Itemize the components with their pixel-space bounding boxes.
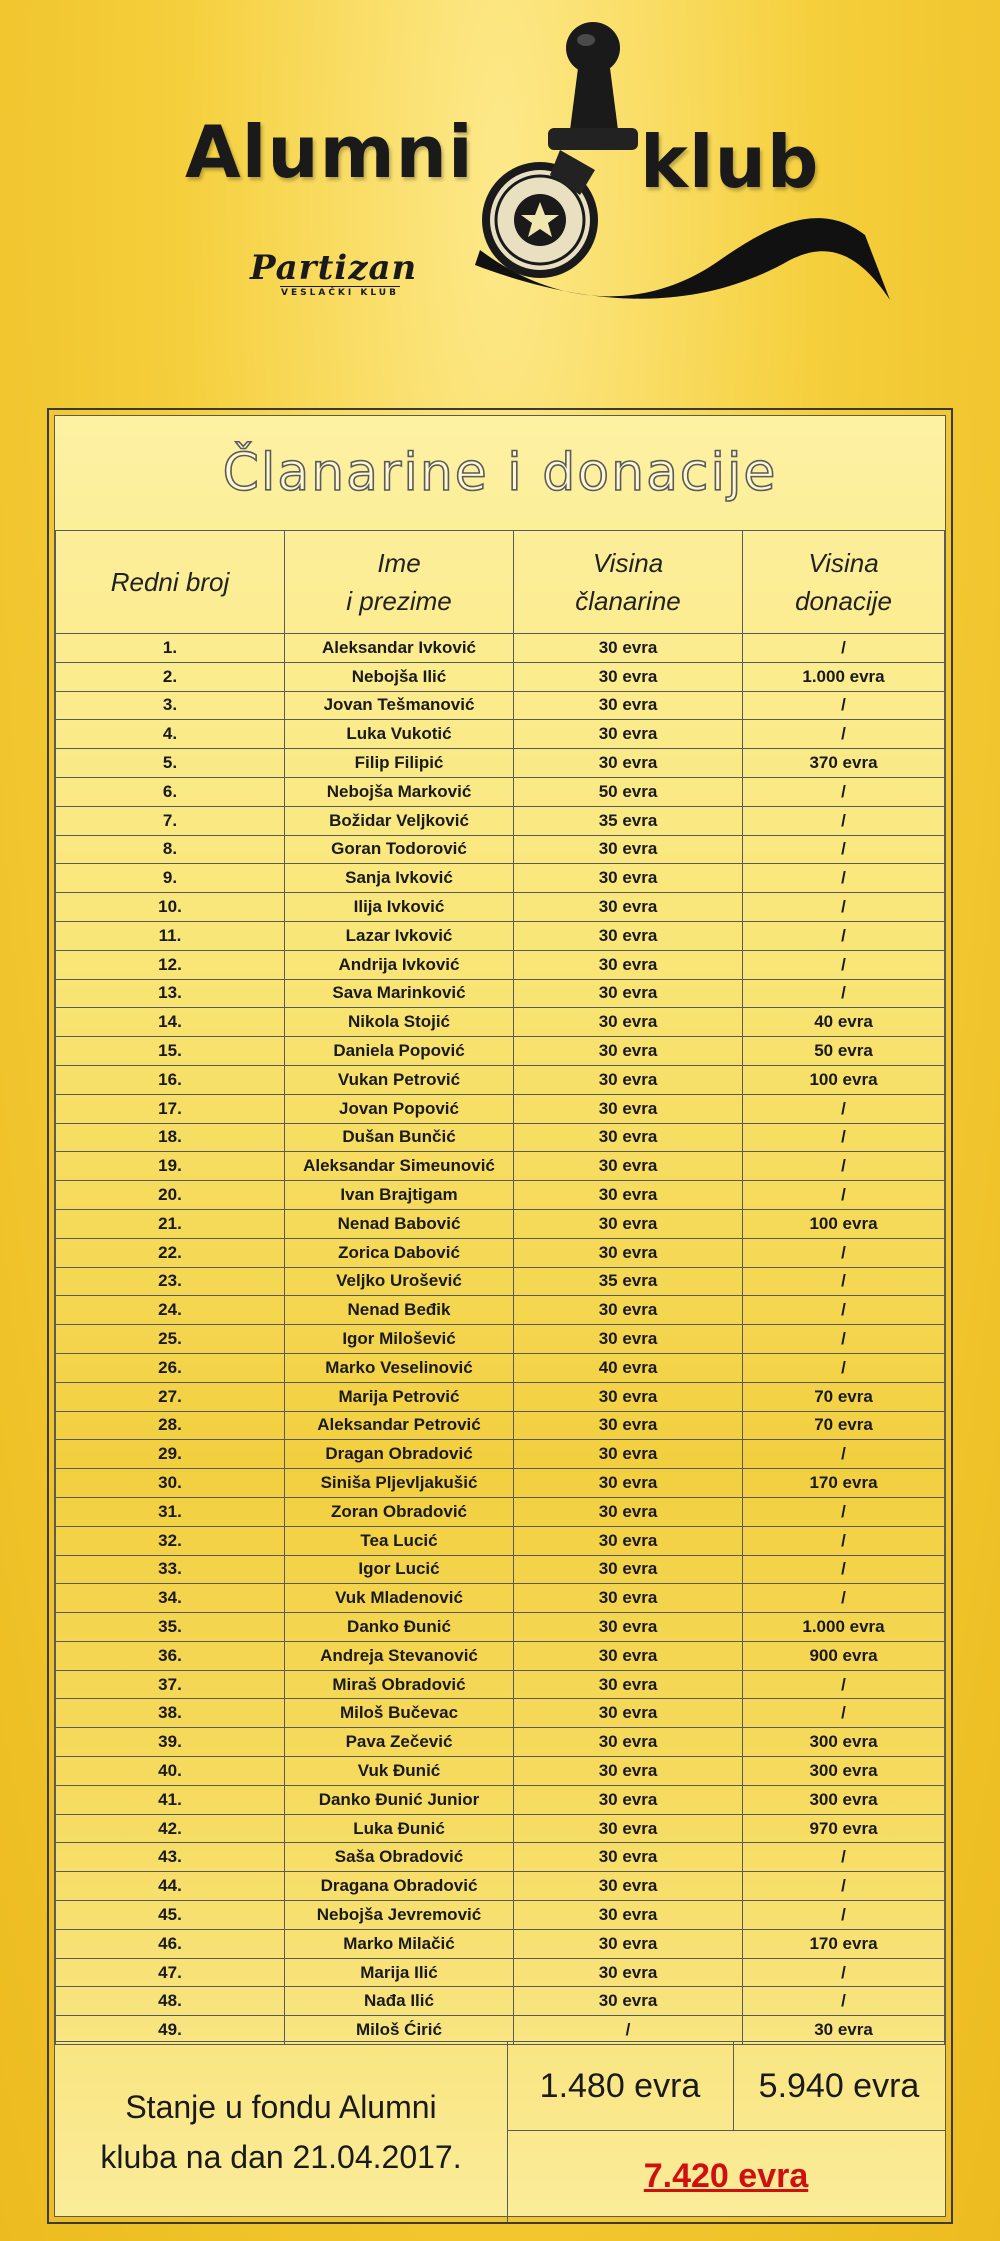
row-membership: 30 evra [514,1325,743,1354]
row-donation: 1.000 evra [743,1613,945,1642]
table-row [56,1872,945,1901]
row-donation: / [743,1267,945,1296]
row-number: 7. [56,806,285,835]
row-donation: / [743,1152,945,1181]
row-membership: 30 evra [514,1123,743,1152]
table-row [56,835,945,864]
row-number: 35. [56,1613,285,1642]
table-row [56,1469,945,1498]
row-number: 48. [56,1987,285,2016]
row-membership: 30 evra [514,1584,743,1613]
row-donation: / [743,1843,945,1872]
row-number: 16. [56,1065,285,1094]
row-name: Saša Obradović [285,1843,514,1872]
table-row [56,1123,945,1152]
row-donation: 370 evra [743,749,945,778]
row-name: Božidar Veljković [285,806,514,835]
table-row [56,1814,945,1843]
header [0,0,1000,400]
row-donation: / [743,1296,945,1325]
table-row [56,1440,945,1469]
row-name: Zorica Dabović [285,1238,514,1267]
fund-label-line1: Stanje u fondu Alumni [125,2089,437,2125]
row-name: Dragana Obradović [285,1872,514,1901]
row-number: 23. [56,1267,285,1296]
row-donation: / [743,1526,945,1555]
row-donation: / [743,1181,945,1210]
row-number: 42. [56,1814,285,1843]
row-name: Andrija Ivković [285,950,514,979]
row-number: 13. [56,979,285,1008]
table-row [56,1296,945,1325]
row-membership: 30 evra [514,1008,743,1037]
row-number: 3. [56,691,285,720]
row-donation: 300 evra [743,1757,945,1786]
table-row [56,777,945,806]
row-name: Nebojša Marković [285,777,514,806]
row-donation: / [743,979,945,1008]
row-membership: 30 evra [514,1613,743,1642]
row-donation: / [743,1094,945,1123]
row-membership: 35 evra [514,1267,743,1296]
fund-label-line2: kluba na dan 21.04.2017. [100,2139,462,2175]
row-name: Siniša Pljevljakušić [285,1469,514,1498]
row-membership: 30 evra [514,1785,743,1814]
row-number: 27. [56,1382,285,1411]
fund-summary [55,2041,945,2222]
row-name: Jovan Popović [285,1094,514,1123]
table-row [56,1785,945,1814]
table-row [56,1699,945,1728]
row-number: 43. [56,1843,285,1872]
row-membership: 30 evra [514,1555,743,1584]
table-row [56,1008,945,1037]
row-number: 19. [56,1152,285,1181]
row-name: Ilija Ivković [285,893,514,922]
row-name: Vuk Đunić [285,1757,514,1786]
table-row [56,1958,945,1987]
row-donation: / [743,1699,945,1728]
table-row [56,1238,945,1267]
row-number: 26. [56,1353,285,1382]
row-name: Aleksandar Ivković [285,634,514,663]
table-row [56,1843,945,1872]
row-donation: / [743,1958,945,1987]
row-name: Dušan Bunčić [285,1123,514,1152]
row-name: Aleksandar Simeunović [285,1152,514,1181]
fund-label [55,2042,508,2222]
row-name: Marija Ilić [285,1958,514,1987]
row-membership: 30 evra [514,749,743,778]
row-membership: 30 evra [514,720,743,749]
row-donation: / [743,777,945,806]
row-number: 1. [56,634,285,663]
table-row [56,893,945,922]
table-row [56,864,945,893]
row-name: Jovan Tešmanović [285,691,514,720]
table-row [56,1584,945,1613]
row-donation: / [743,1353,945,1382]
row-membership: 30 evra [514,1411,743,1440]
row-number: 22. [56,1238,285,1267]
row-membership: 30 evra [514,1757,743,1786]
fees-table [55,530,945,2045]
row-donation: / [743,1901,945,1930]
row-membership: 30 evra [514,1901,743,1930]
table-row [56,1641,945,1670]
row-name: Vukan Petrović [285,1065,514,1094]
table-row [56,1987,945,2016]
row-membership: 30 evra [514,1526,743,1555]
table-row [56,1497,945,1526]
row-name: Sanja Ivković [285,864,514,893]
row-membership: 30 evra [514,1958,743,1987]
row-number: 46. [56,1929,285,1958]
row-name: Andreja Stevanović [285,1641,514,1670]
row-membership: 30 evra [514,1382,743,1411]
row-membership: / [514,2016,743,2045]
row-donation: / [743,864,945,893]
row-membership: 30 evra [514,1497,743,1526]
row-donation: 100 evra [743,1209,945,1238]
row-donation: 170 evra [743,1469,945,1498]
partizan-logo [250,248,418,298]
partizan-subtitle: VESLAČKI KLUB [281,288,399,298]
fees-panel [47,408,953,2224]
row-membership: 50 evra [514,777,743,806]
row-number: 24. [56,1296,285,1325]
row-number: 38. [56,1699,285,1728]
row-number: 25. [56,1325,285,1354]
row-donation: / [743,1238,945,1267]
row-number: 15. [56,1037,285,1066]
row-name: Nenad Beđik [285,1296,514,1325]
row-donation: 900 evra [743,1641,945,1670]
row-membership: 30 evra [514,1238,743,1267]
row-name: Daniela Popović [285,1037,514,1066]
row-name: Miloš Ćirić [285,2016,514,2045]
brand-klub: klub [640,120,820,204]
row-name: Vuk Mladenović [285,1584,514,1613]
table-row [56,634,945,663]
row-membership: 30 evra [514,1872,743,1901]
row-number: 11. [56,921,285,950]
row-membership: 30 evra [514,691,743,720]
table-row [56,979,945,1008]
row-donation: 50 evra [743,1037,945,1066]
row-donation: / [743,1123,945,1152]
table-row [56,1353,945,1382]
row-name: Marko Veselinović [285,1353,514,1382]
row-number: 45. [56,1901,285,1930]
row-donation: / [743,1440,945,1469]
row-number: 44. [56,1872,285,1901]
row-number: 12. [56,950,285,979]
table-row [56,691,945,720]
row-number: 6. [56,777,285,806]
row-membership: 30 evra [514,1440,743,1469]
row-membership: 30 evra [514,1670,743,1699]
table-row [56,1555,945,1584]
row-name: Luka Đunić [285,1814,514,1843]
row-number: 34. [56,1584,285,1613]
row-number: 9. [56,864,285,893]
row-name: Sava Marinković [285,979,514,1008]
row-name: Marko Milačić [285,1929,514,1958]
row-name: Aleksandar Petrović [285,1411,514,1440]
row-membership: 30 evra [514,1929,743,1958]
row-number: 41. [56,1785,285,1814]
row-membership: 30 evra [514,1641,743,1670]
table-row [56,1094,945,1123]
row-donation: / [743,835,945,864]
table-row [56,1728,945,1757]
table-row [56,1209,945,1238]
row-membership: 30 evra [514,634,743,663]
row-membership: 35 evra [514,806,743,835]
row-membership: 30 evra [514,1469,743,1498]
row-name: Zoran Obradović [285,1497,514,1526]
donation-total: 5.940 evra [733,2042,945,2131]
table-row [56,921,945,950]
row-number: 20. [56,1181,285,1210]
row-membership: 30 evra [514,662,743,691]
table-row [56,1267,945,1296]
col-header-donation: Visina donacije [743,531,945,634]
table-row [56,720,945,749]
row-membership: 30 evra [514,1296,743,1325]
table-row [56,749,945,778]
row-donation: 170 evra [743,1929,945,1958]
col-header-number: Redni broj [56,531,285,634]
row-name: Nenad Babović [285,1209,514,1238]
row-donation: 70 evra [743,1382,945,1411]
row-name: Lazar Ivković [285,921,514,950]
row-name: Nađa Ilić [285,1987,514,2016]
row-number: 37. [56,1670,285,1699]
row-number: 4. [56,720,285,749]
row-donation: 970 evra [743,1814,945,1843]
row-number: 8. [56,835,285,864]
table-row [56,1181,945,1210]
table-row [56,1037,945,1066]
row-membership: 30 evra [514,950,743,979]
row-donation: / [743,1670,945,1699]
row-number: 18. [56,1123,285,1152]
row-number: 31. [56,1497,285,1526]
row-donation: 1.000 evra [743,662,945,691]
table-row [56,1670,945,1699]
table-row [56,1411,945,1440]
row-name: Danko Đunić Junior [285,1785,514,1814]
row-membership: 30 evra [514,1987,743,2016]
table-row [56,1065,945,1094]
row-donation: / [743,1584,945,1613]
row-name: Igor Lucić [285,1555,514,1584]
row-number: 28. [56,1411,285,1440]
row-number: 10. [56,893,285,922]
partizan-name: Partizan [250,248,418,288]
row-name: Miloš Bučevac [285,1699,514,1728]
row-number: 47. [56,1958,285,1987]
table-row [56,806,945,835]
row-membership: 30 evra [514,893,743,922]
table-row [56,1757,945,1786]
row-name: Nebojša Ilić [285,662,514,691]
table-row [56,1613,945,1642]
row-number: 49. [56,2016,285,2045]
row-number: 32. [56,1526,285,1555]
row-number: 5. [56,749,285,778]
row-donation: / [743,1325,945,1354]
row-donation: 100 evra [743,1065,945,1094]
row-membership: 30 evra [514,1699,743,1728]
row-membership: 30 evra [514,1065,743,1094]
table-row [56,1929,945,1958]
fees-panel-inner [54,415,946,2217]
brand-alumni: Alumni [185,110,474,194]
row-name: Dragan Obradović [285,1440,514,1469]
col-header-name: Ime i prezime [285,531,514,634]
row-name: Goran Todorović [285,835,514,864]
row-name: Miraš Obradović [285,1670,514,1699]
row-name: Danko Đunić [285,1613,514,1642]
row-donation: 40 evra [743,1008,945,1037]
row-number: 40. [56,1757,285,1786]
row-name: Nikola Stojić [285,1008,514,1037]
page-title: Članarine i donacije [55,416,945,531]
row-number: 29. [56,1440,285,1469]
row-number: 17. [56,1094,285,1123]
row-donation: / [743,634,945,663]
row-number: 36. [56,1641,285,1670]
row-name: Luka Vukotić [285,720,514,749]
row-membership: 30 evra [514,1209,743,1238]
row-donation: / [743,950,945,979]
row-membership: 30 evra [514,1181,743,1210]
table-row [56,950,945,979]
table-row [56,1325,945,1354]
row-number: 14. [56,1008,285,1037]
row-donation: / [743,921,945,950]
row-number: 33. [56,1555,285,1584]
row-name: Pava Zečević [285,1728,514,1757]
row-donation: / [743,1987,945,2016]
row-donation: 300 evra [743,1785,945,1814]
row-donation: 30 evra [743,2016,945,2045]
row-name: Filip Filipić [285,749,514,778]
row-number: 21. [56,1209,285,1238]
row-membership: 30 evra [514,1728,743,1757]
row-donation: / [743,720,945,749]
row-name: Marija Petrović [285,1382,514,1411]
row-donation: / [743,893,945,922]
row-donation: 300 evra [743,1728,945,1757]
row-membership: 30 evra [514,1843,743,1872]
row-number: 39. [56,1728,285,1757]
row-membership: 30 evra [514,1094,743,1123]
table-header-row [56,531,945,634]
table-row [56,1152,945,1181]
row-name: Veljko Urošević [285,1267,514,1296]
row-name: Igor Milošević [285,1325,514,1354]
row-membership: 30 evra [514,1037,743,1066]
row-name: Nebojša Jevremović [285,1901,514,1930]
grand-total: 7.420 evra [643,2156,809,2195]
row-donation: / [743,1497,945,1526]
row-membership: 30 evra [514,1814,743,1843]
table-row [56,1526,945,1555]
stamp-logo-icon [420,10,900,310]
row-membership: 30 evra [514,979,743,1008]
row-number: 30. [56,1469,285,1498]
row-number: 2. [56,662,285,691]
col-header-membership: Visina članarine [514,531,743,634]
table-row [56,1382,945,1411]
row-donation: / [743,1555,945,1584]
row-membership: 30 evra [514,864,743,893]
table-row [56,662,945,691]
membership-total: 1.480 evra [507,2042,734,2131]
table-row [56,1901,945,1930]
row-membership: 30 evra [514,835,743,864]
row-name: Ivan Brajtigam [285,1181,514,1210]
row-membership: 30 evra [514,921,743,950]
row-membership: 40 evra [514,1353,743,1382]
row-donation: / [743,1872,945,1901]
row-donation: 70 evra [743,1411,945,1440]
row-donation: / [743,806,945,835]
row-membership: 30 evra [514,1152,743,1181]
row-donation: / [743,691,945,720]
row-name: Tea Lucić [285,1526,514,1555]
table-body [56,634,945,2045]
